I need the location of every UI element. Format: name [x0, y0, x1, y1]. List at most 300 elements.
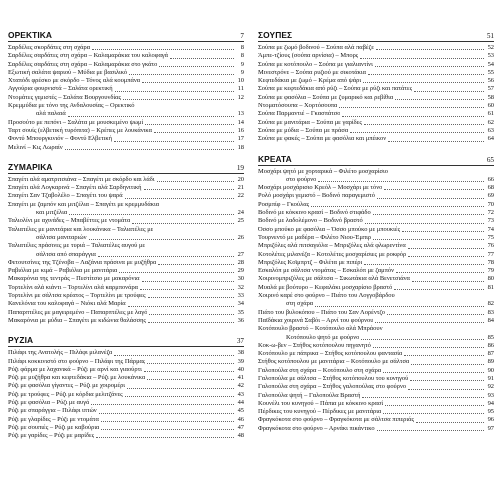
index-entry [258, 44, 494, 52]
section-header [8, 160, 244, 174]
dot-leader [412, 281, 484, 282]
entry-page-number: 40 [237, 365, 244, 373]
dot-leader [395, 99, 484, 100]
dot-leader [342, 116, 484, 117]
dot-leader [414, 91, 484, 92]
dot-leader [154, 132, 234, 133]
index-entry [8, 135, 244, 143]
entry-title: Τορτελίνι αλά κιάντι – Τορτελίνι αλά καρμπονάρα [8, 283, 139, 291]
entry-title: Μοσχάρι ψητό με χορταρικά – Φιλέτο μοσχαρίσιο [258, 167, 388, 175]
entry-page-number: 46 [237, 415, 244, 423]
dot-leader [364, 124, 484, 125]
index-entry [258, 408, 494, 416]
section-header [8, 28, 244, 42]
entry-page-number: 95 [487, 408, 494, 416]
dot-leader [129, 74, 234, 75]
index-entry [8, 366, 244, 374]
index-entry [258, 259, 494, 267]
entry-title: Σούπα με φασόλια – Σούπα με ζυμαρικό και ρεβίθια [258, 93, 394, 101]
entry-page-number: 86 [487, 341, 494, 349]
entry-title: Σούπα με φακές – Σούπα με φασόλια και μπέικον [258, 135, 387, 143]
index-entry [8, 77, 244, 85]
entry-title: Φοντύ Μπουργκινιόν – Φοντύ Ελβετική [8, 135, 113, 143]
dot-leader [140, 289, 234, 290]
entry-title-continuation: και μιτζέλια [36, 209, 68, 217]
dot-leader [388, 141, 484, 142]
entry-page-number: 48 [237, 432, 244, 440]
entry-title: Μπριζόλες αλά πιτσαγιόλα – Μπριζόλες αλά φλωρεντίνα [258, 242, 406, 250]
entry-page-number: 21 [237, 184, 244, 192]
dot-leader [114, 141, 234, 142]
dot-leader [383, 413, 484, 414]
dot-leader [387, 314, 484, 315]
index-entry [258, 234, 494, 242]
entry-title: Γαλοπούλα στη σχάρα – Κοτόπουλο στη σχάρα [258, 366, 382, 374]
entry-title: Τορτελίνι με σάλτσα κρέατος – Τορτελίνι με τρούφες [8, 292, 146, 300]
entry-page-number: 44 [237, 398, 244, 406]
entry-page-number: 64 [487, 135, 494, 143]
entry-page-number: 58 [487, 93, 494, 101]
entry-page-number: 25 [237, 217, 244, 225]
index-entry [8, 416, 244, 424]
entry-title: Μοσχάρι μοσχάρισιο Κρεόλ – Μοσχάρι με τόνο [258, 184, 383, 192]
entry-page-number: 84 [487, 316, 494, 324]
entry-title: Γαλοπούλα με σάλτσα – Στήθος κοτόπουλου του κυνηγού [258, 374, 409, 382]
entry-title: Σούπα με κοτόπουλο – Σούπα με γιαλιαντίνι [258, 60, 373, 68]
entry-title: Σούπα με ζωμό βοδινού – Σούπα αλά παβέζε [258, 44, 374, 51]
index-entry [8, 432, 244, 440]
entry-title: Αγγούρια φουρνιστά – Σαλάτα ορεκτική [8, 85, 113, 93]
entry-page-number: 69 [487, 192, 494, 200]
section-header [258, 28, 494, 42]
section-header [8, 333, 244, 347]
entry-page-number: 13 [237, 110, 244, 118]
entry-page-number: 97 [487, 424, 494, 432]
section-0 [8, 28, 244, 152]
entry-page-number: 17 [237, 135, 244, 143]
entry-page-number: 92 [487, 383, 494, 391]
index-entry [8, 407, 244, 415]
entry-page-number: 18 [237, 143, 244, 151]
entry-page-number: 26 [237, 233, 244, 241]
index-entry [258, 284, 494, 292]
entry-page-number: 28 [237, 258, 244, 266]
dot-leader [91, 404, 234, 405]
section-header [258, 152, 494, 166]
index-entry [258, 400, 494, 408]
index-entry-continuation [258, 176, 494, 184]
entry-title: Ρύζι με σπαράγγια – Πιλάφι ιπτών [8, 407, 97, 415]
entry-page-number: 57 [487, 85, 494, 93]
entry-page-number: 41 [237, 374, 244, 382]
index-entry [258, 85, 494, 93]
index-entry-continuation [8, 251, 244, 259]
entry-title: Όσσο μπούκο με φασόλια – Όσσο μπούκο με μπουκιές [258, 225, 401, 233]
entry-page-number: 30 [237, 275, 244, 283]
index-entry [8, 424, 244, 432]
index-entry [8, 226, 244, 234]
entry-page-number: 22 [237, 192, 244, 200]
index-entry [8, 349, 244, 357]
entry-title: Βοδινό με κόκκινο κρασί – Βοδινό στιφάδο [258, 209, 371, 217]
entry-title: Ρολό μοσχάρι γεμιστό – Βοδινό παραγεμιστό [258, 192, 375, 200]
entry-page-number: 78 [487, 258, 494, 266]
entry-page-number: 47 [237, 423, 244, 431]
index-entry [8, 275, 244, 283]
index-entry [8, 61, 244, 69]
index-entry-continuation [8, 110, 244, 118]
index-entry [258, 69, 494, 77]
entry-title: Ρύζι φάρμα με λαχανικά – Ρύζι με αρνί και γιαούρτι [8, 365, 142, 373]
entry-page-number: 81 [487, 283, 494, 291]
entry-title: Σούπα με μύδια – Σούπα με πράσα [258, 126, 349, 134]
entry-page-number: 82 [487, 300, 494, 308]
entry-page-number: 60 [487, 102, 494, 110]
dot-leader [373, 347, 484, 348]
entry-title: Πέρδικες του κυνηγού – Πέρδικες με μανιτάρια [258, 408, 382, 416]
entry-page-number: 29 [237, 267, 244, 275]
dot-leader [65, 149, 234, 150]
entry-title: Κοτόπουλο με πάπρικα – Στήθος κοτόπουλου φαντασία [258, 350, 403, 358]
entry-title: Σπαγέτι με ζαμπόν και μιτζέλια – Σπαγέτι με κρεμμυδάκια [8, 200, 160, 208]
index-entry [258, 201, 494, 209]
entry-page-number: 33 [237, 292, 244, 300]
entry-title: Χταπόδι φρέσκο με σκόρδο – Τόνος αλά κουμπάνα [8, 77, 141, 85]
entry-page-number: 75 [487, 233, 494, 241]
dot-leader [408, 389, 484, 390]
entry-page-number: 9 [240, 68, 244, 76]
entry-page-number: 77 [487, 250, 494, 258]
entry-title: Χοιρινό καρέ στο φούρνο – Πιάτο του Λογγοβάρδου [258, 292, 395, 300]
entry-title: Ρύζι με σουπιές – Ρύζι με καβούρια [8, 423, 100, 431]
entry-page-number: 66 [487, 175, 494, 183]
index-entry [258, 168, 494, 176]
dot-leader [159, 66, 234, 67]
entry-title: Ντοματόσουπα – Χορτόσουπα [258, 102, 338, 110]
index-entry-continuation [258, 300, 494, 308]
entry-title: Σούπα Παρμαντιέ – Γκασπάτσο [258, 110, 341, 118]
entry-page-number: 27 [237, 250, 244, 258]
entry-title: Μυαλά με βούτυρο – Κεφαλάκι μοσχαρίσιο βραστό [258, 283, 393, 291]
entry-page-number: 56 [487, 77, 494, 85]
dot-leader [101, 421, 234, 422]
index-entry [258, 242, 494, 250]
dot-leader [132, 223, 234, 224]
entry-title: Εσκαλόπ με σάλτσα ντομάτας – Εσκαλόπ με ζαμπόν [258, 267, 394, 275]
entry-title: Πιάτο του βυλοκόπου – Πιάτο του Σαν Λορέντζο [258, 308, 385, 316]
index-entry [8, 382, 244, 390]
dot-leader [127, 388, 234, 389]
dot-leader [125, 396, 234, 397]
entry-title: Παϊδάκια χοιρινά Σαβόι – Αρνί του φούρνου [258, 316, 374, 324]
dot-leader [123, 99, 234, 100]
dot-leader [410, 380, 484, 381]
index-entry [258, 275, 494, 283]
index-entry [258, 119, 494, 127]
section-title: ΖΥΜΑΡΙΚΑ [8, 161, 53, 172]
index-entry [8, 217, 244, 225]
entry-page-number: 35 [237, 308, 244, 316]
index-entry [258, 102, 494, 110]
dot-leader [99, 413, 234, 414]
dot-leader [408, 248, 484, 249]
dot-leader [147, 363, 234, 364]
dot-leader [125, 198, 234, 199]
dot-leader [375, 322, 484, 323]
entry-page-number: 11 [237, 85, 244, 93]
entry-page-number: 52 [487, 44, 494, 51]
entry-title: Φραγκόκοτα στο φούρνο – Αρνάκι πικάντικο [258, 424, 375, 432]
index-entry [258, 325, 494, 333]
entry-title: Γαλοπούλα στη σχάρα – Στήθος γαλοπούλας στο φούρνο [258, 383, 407, 391]
dot-leader [142, 281, 234, 282]
dot-leader [376, 49, 484, 50]
entry-title: Παπαρπτέλες με μαγειρεμένο – Παπαρπτέλες με λαγό [8, 308, 148, 316]
entry-title: Σαρδέλες σκορδάτες στη σχάρα [8, 44, 91, 51]
entry-title: Ταρτ σουίς (ελβετική τυρόπιτα) – Κρέπες με λουκάνικα [8, 126, 152, 134]
index-entry [8, 176, 244, 184]
entry-title: Βοδινό με λαδολέμονο – Βοδινό βραστό [258, 217, 363, 225]
dot-leader [144, 189, 234, 190]
index-entry [8, 267, 244, 275]
entry-page-number: 87 [487, 350, 494, 358]
entry-page-number: 14 [237, 118, 244, 126]
index-entry [258, 52, 494, 60]
dot-leader [92, 49, 234, 50]
entry-title: Κουνέλι του κυνηγού – Πάπια με κόκκινο κρασί [258, 399, 384, 407]
index-entry [8, 399, 244, 407]
entry-title: Σαρδέλες σαρδάτες στη σχάρα – Καλαμαράκια στο γκάτο [8, 60, 158, 68]
dot-leader [145, 124, 234, 125]
index-entry [258, 309, 494, 317]
entry-title: Μινεστρόνε – Σούπα ρυζιού με σικοτάκια [258, 68, 367, 76]
entry-title: Κρεμμύδια με τόνο της Ανδαλουσίας – Ορεκτικό [8, 102, 135, 110]
index-entry [258, 77, 494, 85]
entry-title: Κοκ-ω-βεν – Στήθος κοτόπουλου πηγανητό [258, 341, 371, 349]
section-page-number: 65 [486, 155, 494, 164]
index-entry [8, 144, 244, 152]
dot-leader [158, 264, 234, 265]
entry-title: Ρύζι με φασόλια γίγαντες – Ρύζι με χοιρομέρι [8, 382, 126, 390]
dot-leader [362, 397, 484, 398]
index-entry-continuation [8, 234, 244, 242]
dot-leader [157, 181, 234, 182]
dot-leader [147, 379, 234, 380]
entry-page-number: 8 [240, 52, 244, 60]
entry-page-number: 54 [487, 60, 494, 68]
section-0 [258, 28, 494, 144]
entry-title-continuation: στη σχάρα [286, 300, 314, 308]
entry-title: Ταλιολίνι με αχινάδες – Μπαβέττες με ντομάτα [8, 217, 131, 225]
entry-title-continuation: σάλτσα από σπαράγγια [36, 250, 96, 258]
section-title: ΡΥΖΙΑ [8, 335, 34, 346]
dot-leader [363, 82, 484, 83]
index-entry [258, 375, 494, 383]
index-entry [258, 425, 494, 433]
index-entry [8, 292, 244, 300]
index-column-right [258, 28, 494, 441]
dot-leader [365, 223, 484, 224]
entry-title: Προσούτο με πεπόνι – Σαλάτα με μουσκεμένο ψωμί [8, 118, 144, 126]
entry-title: Χοιρινομπριζόλες με σάλτσα – Σικωτάκια αλά Βενετσιάνα [258, 275, 410, 283]
entry-title: Σούπα με κεφτεδάκια από ρύζι – Σούπα με ρύζι και πατάτες [258, 85, 413, 93]
index-entry [8, 102, 244, 110]
index-entry [8, 391, 244, 399]
dot-leader [148, 322, 234, 323]
entry-title: Τουρνεντό με μαδέρα – Φιλέτο Νιου-Έμπιρ [258, 233, 372, 241]
entry-page-number: 90 [487, 366, 494, 374]
index-column-left [8, 28, 244, 448]
section-page-number: 19 [236, 163, 244, 172]
entry-title: Κεφτεδάκια με ζωμό – Κρέμα από ψάρι [258, 77, 362, 85]
dot-leader [315, 306, 484, 307]
entry-title: Σπαγέτι αλά Λογκαρινά – Σπαγέτι αλά Σαρδηνιτική [8, 184, 142, 192]
index-entry [258, 209, 494, 217]
entry-page-number: 9 [240, 60, 244, 68]
entry-title: Ρύζι με μυζήθρα και κεφτεδάκια – Ρύζι με λουκάνικα [8, 374, 146, 382]
index-entry [258, 251, 494, 259]
index-entry [258, 267, 494, 275]
entry-title: Ρύζι με φασόλια – Ρύζι με αυγά [8, 398, 90, 406]
entry-page-number: 24 [237, 209, 244, 217]
index-entry [258, 127, 494, 135]
index-entry [8, 85, 244, 93]
entry-page-number: 45 [237, 407, 244, 415]
entry-title: Κοτολέτες μιλανέζα – Κοτολέτες μοσχαρίσιες με ροκφόρ [258, 250, 407, 258]
index-entry [258, 317, 494, 325]
entry-page-number: 85 [487, 333, 494, 341]
index-entry [8, 119, 244, 127]
index-entry [8, 259, 244, 267]
entry-page-number: 12 [237, 93, 244, 101]
dot-leader [119, 272, 234, 273]
dot-leader [101, 429, 234, 430]
section-page-number: 7 [240, 32, 244, 40]
index-entry [258, 192, 494, 200]
entry-title: Άμπε-τζίους (σούπα αρνίσια) – Μπορς [258, 52, 359, 60]
dot-leader [402, 231, 484, 232]
index-entry-continuation [258, 334, 494, 342]
entry-title: Πιλάφι κοκκινιστό στο φούρνο – Πιλάφι της Πάρμας [8, 357, 146, 365]
entry-page-number: 89 [487, 358, 494, 366]
section-title: ΚΡΕΑΤΑ [258, 153, 292, 164]
index-entry [258, 383, 494, 391]
index-entry [8, 94, 244, 102]
entry-title: Ρύζι με γλαρίδες – Ρύζι με ντομάτα [8, 415, 99, 423]
index-entry [8, 127, 244, 135]
dot-leader [408, 256, 484, 257]
entry-title: Ντομάτες γεμιστές – Σαλάτα Βουργουνδίας [8, 93, 122, 101]
index-entry [8, 52, 244, 60]
dot-leader [311, 206, 484, 207]
section-page-number: 37 [236, 337, 244, 346]
entry-page-number: 72 [487, 209, 494, 217]
dot-leader [144, 371, 234, 372]
index-entry [8, 358, 244, 366]
entry-page-number: 53 [487, 52, 494, 60]
dot-leader [318, 181, 484, 182]
index-entry [258, 292, 494, 300]
dot-leader [373, 239, 484, 240]
entry-title: Γαλοπούλα ψητή – Γαλοπούλα Βραστή [258, 391, 361, 399]
entry-title: Στήθος κοτόπουλου με μανιτάρια – Κοτόπουλο με σάλτσα [258, 358, 410, 366]
entry-page-number: 34 [237, 300, 244, 308]
index-entry [8, 309, 244, 317]
index-entry [8, 374, 244, 382]
index-entry [258, 416, 494, 424]
entry-title: Εξωτική σαλάτα ψαριού – Μύδια με βασιλικό [8, 68, 128, 76]
entry-page-number: 39 [237, 357, 244, 365]
entry-page-number: 63 [487, 126, 494, 134]
entry-title: Φετουτσίνες της Τζένοβα – Λαζάνια πράσινα με μυζήθρα [8, 258, 157, 266]
dot-leader [361, 339, 484, 340]
index-entry [8, 192, 244, 200]
entry-page-number: 70 [487, 200, 494, 208]
entry-title: Πιλάφι της Ανατολής – Πιλάφι μιλανέζα [8, 349, 113, 357]
dot-leader [170, 58, 234, 59]
index-entry-continuation [8, 209, 244, 217]
dot-leader [411, 364, 484, 365]
entry-page-number: 10 [237, 77, 244, 85]
entry-page-number: 73 [487, 217, 494, 225]
index-entry [8, 284, 244, 292]
entry-title: Μελινί – Κις Λωραίν [8, 143, 63, 151]
index-entry [8, 317, 244, 325]
section-title: ΣΟΥΠΕΣ [258, 30, 293, 40]
entry-title: Σούπα με μανιτάρια – Σούπα με γαρίδες [258, 118, 362, 126]
dot-leader [396, 272, 484, 273]
dot-leader [350, 132, 484, 133]
dot-leader [142, 82, 234, 83]
entry-title: Ραβιόλια με κιμά – Ραβιόλια με μανιτάρια [8, 267, 118, 275]
dot-leader [364, 264, 484, 265]
index-entry [258, 217, 494, 225]
entry-page-number: 8 [240, 44, 244, 51]
index-entry [8, 69, 244, 77]
index-entry [258, 392, 494, 400]
section-2 [8, 333, 244, 440]
entry-title-continuation: στο φούρνο [286, 175, 317, 183]
entry-title: Κοτόπουλο βραστό – Κοτόπουλο αλά Μπράουν [258, 325, 383, 333]
dot-leader [394, 289, 484, 290]
entry-page-number: 76 [487, 242, 494, 250]
entry-title: Μπριζόλες Κοϊμπρτζ – Φιλέτα με πιπέρι [258, 258, 363, 266]
entry-page-number: 93 [487, 391, 494, 399]
dot-leader [339, 107, 484, 108]
dot-leader [149, 314, 234, 315]
dot-leader [383, 372, 484, 373]
dot-leader [404, 355, 484, 356]
index-entry [8, 44, 244, 52]
dot-leader [128, 306, 234, 307]
entry-page-number: 43 [237, 390, 244, 398]
dot-leader [96, 437, 234, 438]
index-entry [258, 358, 494, 366]
entry-title: Ρύζι με γαρίδες – Ρύζι με μαρίδες [8, 432, 95, 440]
dot-leader [377, 430, 484, 431]
entry-page-number: 36 [237, 316, 244, 324]
dot-leader [115, 91, 234, 92]
section-title: ΟΡΕΚΤΙΚΑ [8, 30, 53, 40]
entry-page-number: 96 [487, 416, 494, 424]
index-entry [258, 135, 494, 143]
index-entry [8, 184, 244, 192]
entry-page-number: 32 [237, 283, 244, 291]
dot-leader [384, 189, 484, 190]
entry-page-number: 74 [487, 225, 494, 233]
entry-page-number: 16 [237, 126, 244, 134]
dot-leader [360, 58, 484, 59]
